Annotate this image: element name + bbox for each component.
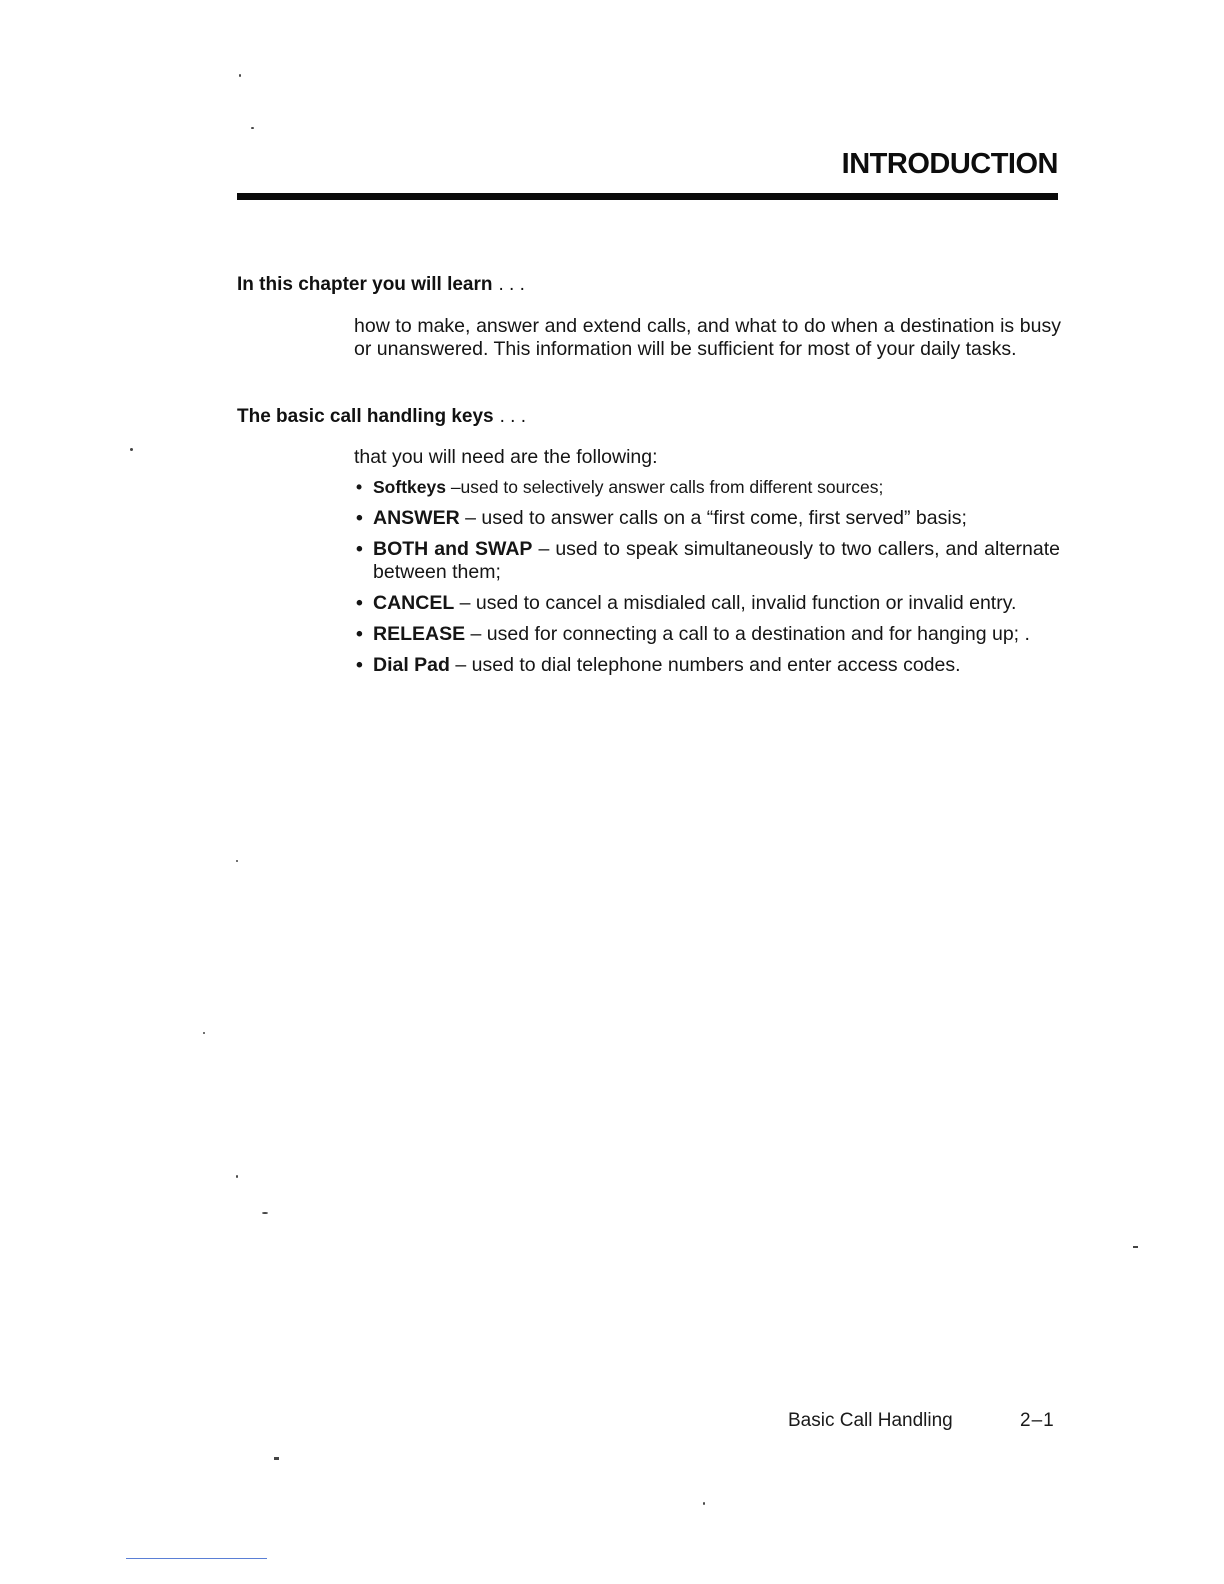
bullet: •	[356, 538, 363, 560]
section-heading-ellipsis: . . .	[498, 274, 525, 295]
section-heading-keys	[237, 406, 526, 428]
key-description: –used to selectively answer calls from different sources;	[445, 477, 884, 497]
scan-speck	[1133, 1246, 1138, 1248]
key-description: – used to speak simultaneously to two callers, and alternate between them;	[373, 538, 1060, 583]
key-list	[356, 476, 1060, 685]
section-heading-ellipsis: . . .	[499, 406, 526, 427]
key-description: – used to answer calls on a “first come, first served” basis;	[459, 507, 967, 529]
scan-speck	[236, 1175, 238, 1178]
key-item-both-and-swap	[356, 538, 1060, 584]
scan-speck	[274, 1457, 279, 1460]
scan-speck	[203, 1032, 205, 1034]
key-item-answer	[356, 507, 1060, 530]
keys-lead-text: that you will need are the following:	[354, 446, 658, 468]
intro-paragraph: how to make, answer and extend calls, and what to do when a destination is busy or unanswered. This information will be sufficient for most of your daily tasks.	[354, 315, 1061, 360]
bullet: •	[356, 592, 363, 614]
key-name: CANCEL	[373, 592, 455, 614]
bullet: •	[356, 507, 363, 529]
key-description: – used for connecting a call to a destination and for hanging up; .	[465, 623, 1030, 645]
key-description: – used to dial telephone numbers and enter access codes.	[449, 654, 961, 676]
page-title: INTRODUCTION	[841, 148, 1058, 180]
key-item-dial-pad	[356, 654, 1060, 677]
key-name: Dial Pad	[373, 654, 450, 676]
key-item-release	[356, 623, 1060, 646]
scan-speck	[262, 1212, 268, 1214]
section-heading-text: In this chapter you will learn	[237, 274, 493, 295]
scan-speck	[703, 1502, 705, 1505]
title-rule	[237, 193, 1058, 200]
scan-speck	[239, 74, 241, 77]
key-description: – used to cancel a misdialed call, invalid function or invalid entry.	[454, 592, 1017, 614]
key-name: BOTH and SWAP	[373, 538, 533, 560]
key-name: RELEASE	[373, 623, 466, 645]
scan-edge-line	[126, 1558, 267, 1559]
bullet: •	[356, 654, 363, 676]
key-item-softkeys	[356, 476, 1060, 499]
scan-speck	[251, 127, 254, 129]
scan-speck	[236, 860, 238, 862]
bullet: •	[356, 477, 363, 497]
section-heading-text: The basic call handling keys	[237, 406, 494, 427]
key-name: ANSWER	[373, 507, 460, 529]
section-heading-learn	[237, 274, 525, 296]
footer-page-number: 2–1	[1020, 1410, 1055, 1431]
scan-speck	[130, 448, 133, 451]
bullet: •	[356, 623, 363, 645]
key-item-cancel	[356, 592, 1060, 615]
key-name: Softkeys	[373, 477, 446, 497]
footer-section-title: Basic Call Handling	[788, 1410, 953, 1431]
